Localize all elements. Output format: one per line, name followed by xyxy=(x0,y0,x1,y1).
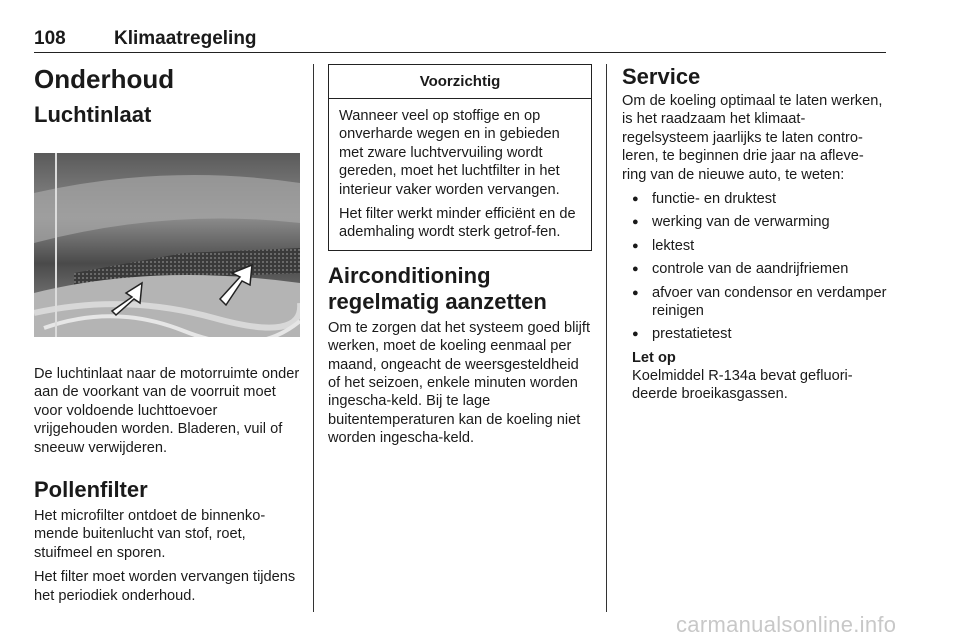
paragraph: De luchtinlaat naar de motorruimte onder aan de voorkant van de voorruit moet voor voldoende luchttoevoer vrijgehouden worden. Bladeren, vuil of sneeuw verwijderen. xyxy=(34,366,300,456)
chapter-title: Klimaatregeling xyxy=(114,28,257,49)
column-divider xyxy=(606,64,607,612)
paragraph: Het microfilter ontdoet de binnenko-mende buitenlucht van stof, roet, stuifmeel en sporen. xyxy=(34,508,266,561)
column-right xyxy=(622,64,888,404)
column-left xyxy=(34,64,300,605)
watermark: carmanualsonline.info xyxy=(676,612,897,637)
subsection-heading: Luchtinlaat xyxy=(34,102,152,127)
note-heading: Let op xyxy=(632,349,676,366)
paragraph: Om de koeling optimaal te laten werken, is het raadzaam het klimaat-regelsysteem jaarlijks te laten contro-leren, te beginnen drie jaar na afleve-ring van de nieuwe auto, te weten: xyxy=(622,93,883,183)
list-item: ● prestatietest xyxy=(622,325,888,343)
caution-text: Wanneer veel op stoffige en op onverharde wegen en in gebieden met zware luchtvervuiling wordt gereden, moet het luchtfilter in het interieur vaker worden vervangen. xyxy=(339,108,560,198)
list-item: ● functie- en druktest xyxy=(622,190,888,208)
air-inlet-photo xyxy=(34,153,300,337)
paragraph: Het filter moet worden vervangen tijdens het periodiek onderhoud. xyxy=(34,569,296,604)
caution-box xyxy=(328,64,592,251)
page-number: 108 xyxy=(34,28,66,49)
column-divider xyxy=(313,64,314,612)
list-item: ● controle van de aandrijfriemen xyxy=(622,260,888,278)
section-heading: Onderhoud xyxy=(34,64,175,94)
note-text: Koelmiddel R-134a bevat gefluori-deerde broeikasgassen. xyxy=(632,367,853,403)
list-item: ● werking van de verwarming xyxy=(622,213,888,231)
paragraph: Om te zorgen dat het systeem goed blijft werken, moet de koeling eenmaal per maand, ongeacht de weersgesteldheid of het seizoen, enkele minuten worden ingescha-keld. Bij te lage buitentemperaturen kan de koeling niet worden ingescha-keld. xyxy=(328,319,591,447)
subsection-heading: Airconditioning regelmatig aanzetten xyxy=(328,262,547,314)
list-item: ● lektest xyxy=(622,237,888,255)
page-header xyxy=(34,24,886,53)
subsection-heading: Service xyxy=(622,64,701,89)
subsection-heading: Pollenfilter xyxy=(34,477,148,503)
service-list xyxy=(622,190,888,344)
caution-title: Voorzichtig xyxy=(329,65,591,99)
column-middle xyxy=(328,64,592,448)
caution-text: Het filter werkt minder efficiënt en de ademhaling wordt sterk getrof-fen. xyxy=(339,206,576,241)
list-item: ● afvoer van condensor en verdamper reinigen xyxy=(622,284,888,321)
